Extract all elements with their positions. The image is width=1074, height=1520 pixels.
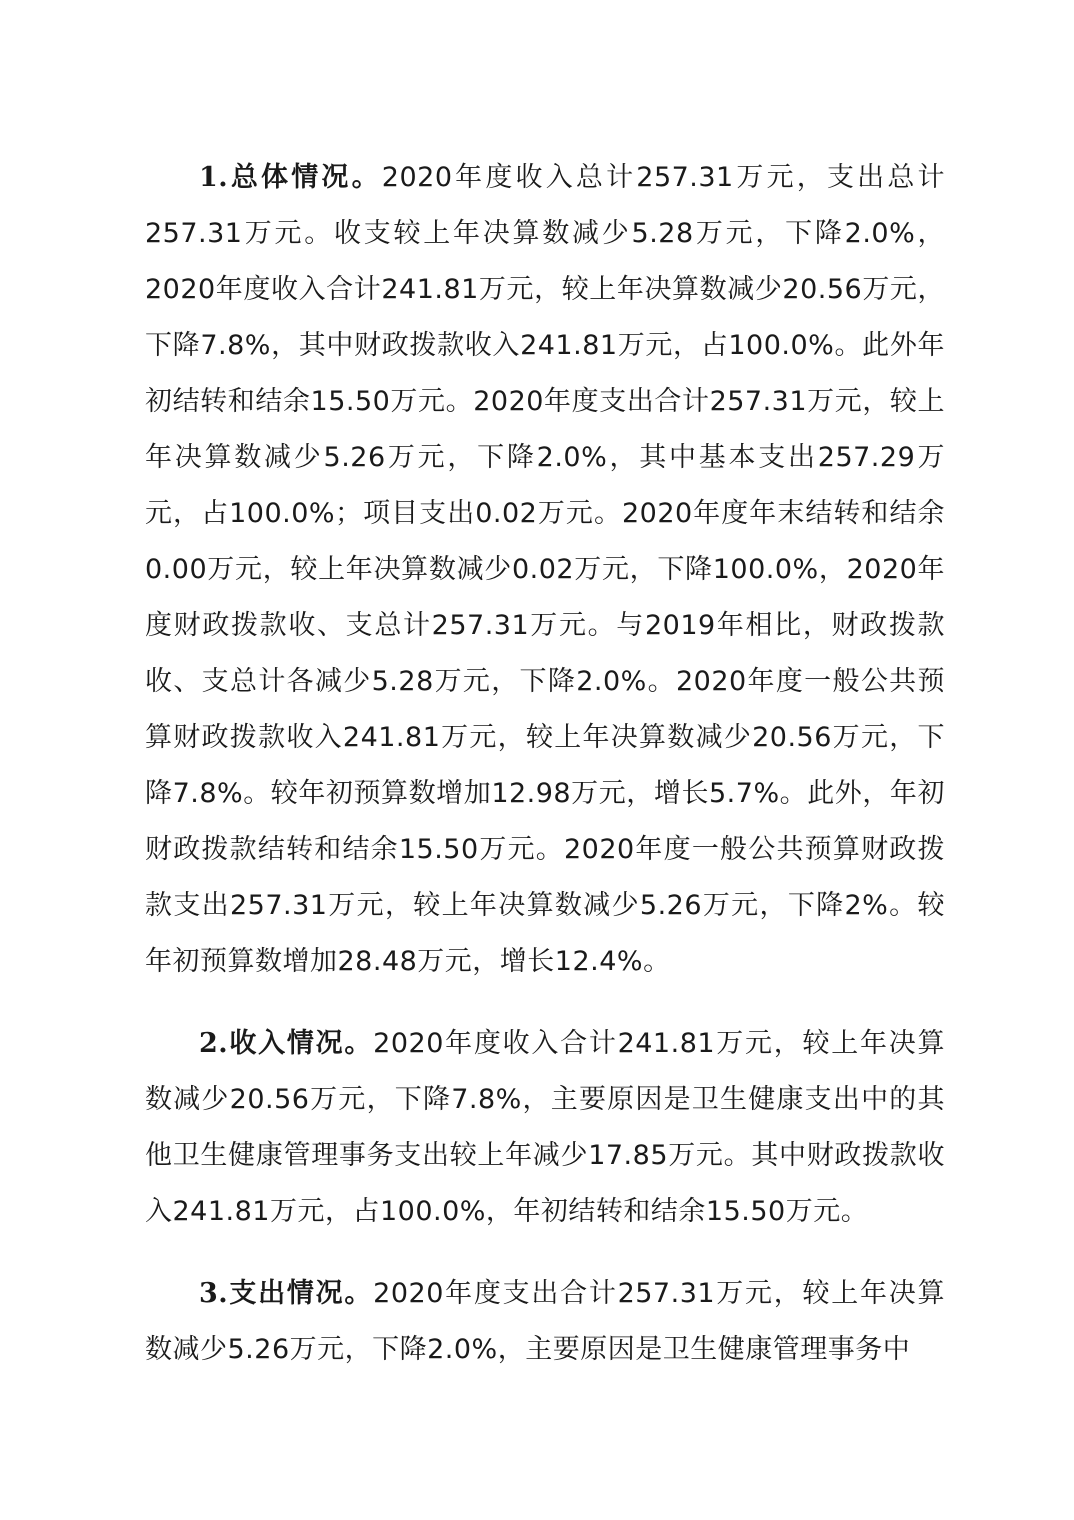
document-body [145, 150, 945, 1378]
section-body: 2020年度收入合计241.81万元，较上年决算数减少20.56万元，下降7.8%，主要原因是卫生健康支出中的其他卫生健康管理事务支出较上年减少17.85万元。其中财政拨款收入241.81万元，占100.0%，年初结转和结余15.50万元。 [145, 1028, 946, 1227]
section-overall [145, 150, 945, 990]
section-heading: 2.收入情况。 [199, 1028, 374, 1059]
section-heading: 3.支出情况。 [199, 1278, 374, 1309]
section-body: 2020年度支出合计257.31万元，较上年决算数减少5.26万元，下降2.0%，主要原因是卫生健康管理事务中 [145, 1278, 946, 1365]
section-expenditure [145, 1266, 945, 1378]
section-heading: 1.总体情况。 [199, 162, 382, 193]
section-body: 2020年度收入总计257.31万元，支出总计257.31万元。收支较上年决算数减少5.28万元，下降2.0%，2020年度收入合计241.81万元，较上年决算数减少20.56万元，下降7.8%，其中财政拨款收入241.81万元，占100.0%。此外年初结转和结余15.50万元。2020年度支出合计257.31万元，较上年决算数减少5.26万元，下降2.0%，其中基本支出257.29万元，占100.0%；项目支出0.02万元。2020年度年末结转和结余0.00万元，较上年决算数减少0.02万元，下降100.0%，2020年度财政拨款收、支总计257.31万元。与2019年相比，财政拨款收、支总计各减少5.28万元，下降2.0%。2020年度一般公共预算财政拨款收入241.81万元，较上年决算数减少20.56万元，下降7.8%。较年初预算数增加12.98万元，增长5.7%。此外，年初财政拨款结转和结余15.50万元。2020年度一般公共预算财政拨款支出257.31万元，较上年决算数减少5.26万元，下降2%。较年初预算数增加28.48万元，增长12.4%。 [145, 162, 946, 977]
section-income [145, 1016, 945, 1240]
